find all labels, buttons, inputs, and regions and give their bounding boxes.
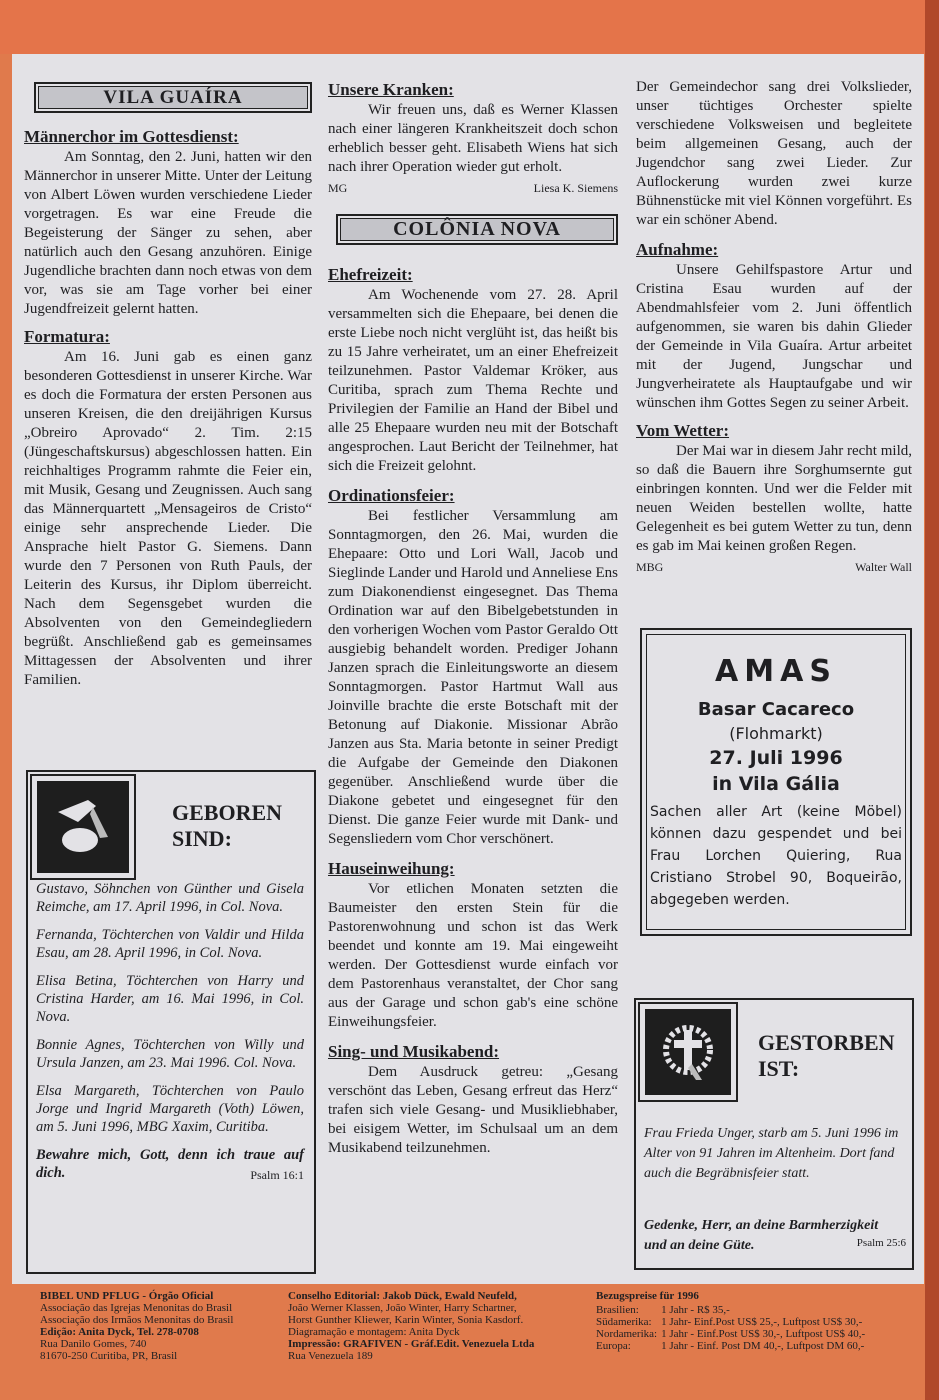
cross-wreath-icon	[645, 1009, 731, 1095]
footer-line: Edição: Anita Dyck, Tel. 278-0708	[40, 1326, 199, 1338]
price-value: 1 Jahr - Einf. Post DM 40,-, Luftpost DM 60,-	[661, 1340, 865, 1352]
footer-line: 81670-250 Curitiba, PR, Brasil	[40, 1350, 178, 1362]
amas-place: in Vila Gália	[712, 773, 840, 795]
birth-verse: Bewahre mich, Gott, denn ich traue auf dich.	[36, 1147, 304, 1181]
footer-line: Associação dos Irmãos Menonitas do Brasil	[40, 1314, 234, 1326]
births-title: GEBOREN SIND:	[172, 800, 283, 851]
amas-ad-box	[640, 628, 912, 936]
section-banner-colonia-nova: COLÔNIA NOVA	[336, 214, 618, 245]
left-column	[24, 78, 312, 690]
birth-entry: Gustavo, Söhnchen von Günther und Gisela Reimche, am 17. April 1996, in Col. Nova.	[36, 881, 304, 915]
deaths-icon-frame	[638, 1002, 738, 1102]
price-value: 1 Jahr- Einf.Post US$ 25,-, Luftpost US$ 30,-	[661, 1316, 863, 1328]
price-value: 1 Jahr - R$ 35,-	[661, 1304, 730, 1316]
section-banner-vila-guaira: VILA GUAÍRA	[34, 82, 312, 113]
footer-col-1	[40, 1290, 290, 1362]
footer-line: Rua Danilo Gomes, 740	[40, 1338, 147, 1350]
footer-line: Conselho Editorial: Jakob Dück, Ewald Neufeld,	[288, 1290, 517, 1302]
wetter-sig-right: Walter Wall	[855, 560, 912, 574]
death-entry: Frau Frieda Unger, starb am 5. Juni 1996 im Alter von 91 Jahren im Altenheim. Dort fand auch die Begräbnisfeier statt.	[644, 1126, 899, 1181]
footer-col-2	[288, 1290, 588, 1362]
amas-date: 27. Juli 1996	[709, 747, 843, 769]
text-maennerchor: Am Sonntag, den 2. Juni, hatten wir den Männerchor in unserer Mitte. Unter der Leitung von Albert Löwen wurden verschiedene Lieder vorgetragen. Es war eine Freude die Begeisterung der Sänger zu sehen, aber natürlich auch den Gesang anzuhören. Einige Jugendliche brachten dann noch etwas von dem vor, was sie am Tage vorher bei einer Jugendfreizeit gelernt hatten.	[24, 149, 312, 317]
footer-line: Associação das Igrejas Menonitas do Brasil	[40, 1302, 233, 1314]
amas-title: AMAS	[715, 654, 837, 689]
text-ordination: Bei festlicher Versammlung am Sonntagmorgen, den 26. Mai, wurden die Ehepaare: Otto und Lori Wall, Jacob und Sieglinde Lander und Harold und Anneliese Ens zum Diakonendienst eingesegnet. Das Thema Ordination war auf den Bibelgebetstunden in den vorherigen Wochen vom Pastor Geraldo Ott ausgiebig behandelt worden. Prediger Johann Janzen sprach die Einleitungsworte an diesem Sonntagmorgen. Pastor Hartmut Wall aus Joinville brachte die erste Botschaft mit der Betonung auf Diakonie. Missionar Abrão Janzen aus Sta. Maria betonte in seiner Predigt die Aufgabe der Gemeinde den Diakonen gegenüber. Anschließend wurde über die Diakone gebetet und eingesegnet für den Dienst. Die ganze Feier wurde mit Dank- und Segensliedern vom Chor verschönert.	[328, 508, 618, 847]
text-aufnahme: Unsere Gehilfspastore Artur und Cristina Esau wurden auf der Abendmahlsfeier vom 2. Juni öffentlich aufgenommen, sie waren bis dahin Glieder der Gemeinde in Vila Guaíra. Artur arbeitet mit der Jugend, Jungschar und Jungverheiratete als Hauptaufgabe und wir wünschen ihm Gottes Segen zu seiner Arbeit.	[636, 262, 912, 411]
wetter-sig-left: MBG	[636, 560, 664, 574]
birth-entry: Fernanda, Töchterchen von Valdir und Hilda Esau, am 28. April 1996, in Col. Nova.	[36, 927, 304, 961]
amas-line2: (Flohmarkt)	[729, 724, 823, 743]
heading-singabend: Sing- und Musikabend:	[328, 1042, 500, 1061]
table-row	[596, 1328, 869, 1340]
middle-column	[328, 80, 618, 1158]
heading-ehefreizeit: Ehefreizeit:	[328, 265, 413, 284]
death-verse: Gedenke, Herr, an deine Barmherzigkeit und an deine Güte.	[644, 1218, 879, 1253]
table-row	[596, 1304, 869, 1316]
price-region: Brasilien:	[596, 1304, 639, 1316]
footer-col-3	[596, 1290, 906, 1352]
deaths-title: GESTORBEN IST:	[758, 1030, 895, 1081]
top-band	[0, 0, 939, 54]
birth-entry: Elisa Betina, Töchterchen von Harry und Cristina Harder, am 16. Mai 1996, in Col. Nova.	[36, 973, 304, 1025]
footer-line: Impressão: GRAFIVEN - Gráf.Edit. Venezuela Ltda	[288, 1338, 535, 1350]
text-wetter: Der Mai war in diesem Jahr recht mild, so daß die Bauern ihre Sorghumsernte gut einbringen konnten. Und wer die Felder mit neuen Weiden bestellen wollte, hatte Gelegenheit es bei gutem Wetter zu tun, denn es gab im Mai keinen großen Regen.	[636, 443, 912, 554]
amas-text: Sachen aller Art (keine Möbel) können dazu gespendet und bei Frau Lorchen Quiering, Rua Cristiano Strobel 90, Boqueirão, abgegeben werden.	[650, 804, 902, 908]
masthead-footer	[30, 1290, 910, 1382]
footer-line: BIBEL UND PFLUG - Órgão Oficial	[40, 1290, 214, 1302]
births-list	[36, 880, 304, 1184]
kranken-sig-left: MG	[328, 181, 348, 195]
wetter-signature	[636, 558, 912, 577]
birth-verse-ref: Psalm 16:1	[250, 1168, 304, 1182]
heading-ordination: Ordinationsfeier:	[328, 486, 455, 505]
kranken-sig-right: Liesa K. Siemens	[533, 181, 618, 195]
heading-aufnahme: Aufnahme:	[636, 240, 719, 259]
footer-line: Horst Gunther Kliewer, Karin Winter, Sonia Kasdorf.	[288, 1314, 524, 1326]
text-singabend: Dem Ausdruck getreu: „Gesang verschönt das Leben, Gesang erfreut das Herz“ trafen sich viele Gesang- und Musikliebhaber, bei eisigem Wetter, im Schulsaal um an dem Musikabend teilzunehmen.	[328, 1064, 618, 1156]
amas-line1: Basar Cacareco	[697, 699, 855, 720]
table-row	[596, 1316, 869, 1328]
text-chor: Der Gemeindechor sang drei Volkslieder, unser tüchtiges Orchester spielte verschiedene Volksweisen und begleitete beim allgemeinen Gesang, auch der Jugendchor sang zwei Lieder. Zur Auflockerung wurden zwei kurze Bühnenstücke mit viel Können vorgeführt. Es war ein schöner Abend.	[636, 79, 912, 228]
heading-formatura: Formatura:	[24, 327, 110, 346]
footer-line: Rua Venezuela 189	[288, 1350, 373, 1362]
births-icon-frame	[30, 774, 136, 880]
text-kranken: Wir freuen uns, daß es Werner Klassen nach einer längeren Krankheitszeit doch schon erheblich besser geht. Elisabeth Wiens hat sich nach ihrer Operation wieder gut erholt.	[328, 102, 618, 175]
death-verse-ref: Psalm 25:6	[856, 1237, 906, 1249]
price-region: Südamerika:	[596, 1316, 652, 1328]
text-formatura: Am 16. Juni gab es einen ganz besonderen Gottesdienst in unserer Kirche. War es doch die Formatura der ersten Personen aus unseren Kreisen, die den dreijährigen Kursus „Obreiro Aprovado“ 2. Tim. 2:15 (Jüngeschaftskursus) abgeschlossen hatten. Ein reichhaltiges Programm rahmte die Feier ein, mit Musik, Gesang und Zeugnissen. Auch sang das Männerquartett „Mensageiros de Cristo“ einige sehr ansprechende Lieder. Die Ansprache hielt Pastor G. Siemens. Dann wurde den 7 Personen von Ruth Pauls, der Leiterin des Kursus, ihr Diplom überreicht. Nach dem Segensgebet wurden die Absolventen von den Gemeindegliedern begrüßt. Anschließend gab es gemeinsames Mittagessen der Absolventen und ihrer Familien.	[24, 349, 312, 688]
heading-maennerchor: Männerchor im Gottesdienst:	[24, 127, 239, 146]
page-edge	[925, 0, 939, 1400]
prices-table	[596, 1304, 869, 1352]
stork-icon	[37, 781, 129, 873]
footer-line: Diagramação e montagem: Anita Dyck	[288, 1326, 460, 1338]
right-column	[636, 78, 912, 577]
kranken-signature	[328, 179, 618, 198]
table-row	[596, 1340, 869, 1352]
price-region: Europa:	[596, 1340, 631, 1352]
footer-line: João Werner Klassen, João Winter, Harry Schartner,	[288, 1302, 517, 1314]
text-ehefreizeit: Am Wochenende vom 27. 28. April versammelten sich die Ehepaare, bei denen die erste Liebe noch nicht verglüht ist, das heißt bis zu 15 Jahre verheiratet, um an einer Ehefreizeit teilzunehmen. Pastor Valdemar Kröker, aus Curitiba, sprach zum Thema Rechte und Privilegien der Familie an Hand der Bibel und alle 25 Ehepaare wurden neu mit der Botschaft angesprochen. Laut Bericht der Teilnehmer, hat sich die Freizeit gelohnt.	[328, 287, 618, 474]
heading-kranken: Unsere Kranken:	[328, 80, 454, 99]
heading-wetter: Vom Wetter:	[636, 421, 730, 440]
price-region: Nordamerika:	[596, 1328, 658, 1340]
birth-entry: Bonnie Agnes, Töchterchen von Willy und Ursula Janzen, am 23. Mai 1996. Col. Nova.	[36, 1037, 304, 1071]
heading-hauseinweihung: Hauseinweihung:	[328, 859, 455, 878]
birth-entry: Elsa Margareth, Töchterchen von Paulo Jorge und Ingrid Margareth (Voth) Löwen, am 5. Juni 1996, MBG Xaxim, Curitiba.	[36, 1083, 304, 1135]
price-value: 1 Jahr - Einf.Post US$ 30,-, Luftpost US$ 40,-	[661, 1328, 866, 1340]
footer-prices-title: Bezugspreise für 1996	[596, 1290, 699, 1302]
text-hauseinweihung: Vor etlichen Monaten setzten die Baumeister den ersten Stein für die Pastorenwohnung und schon ist das Werk beendet und konnte am 19. Mai eingeweiht werden. Der Gottesdienst wurde einfach vor dem Pastorenhaus veranstaltet, der Chor sang aus der Garage und schon gab's eine schöne Einweihungsfeier.	[328, 881, 618, 1030]
